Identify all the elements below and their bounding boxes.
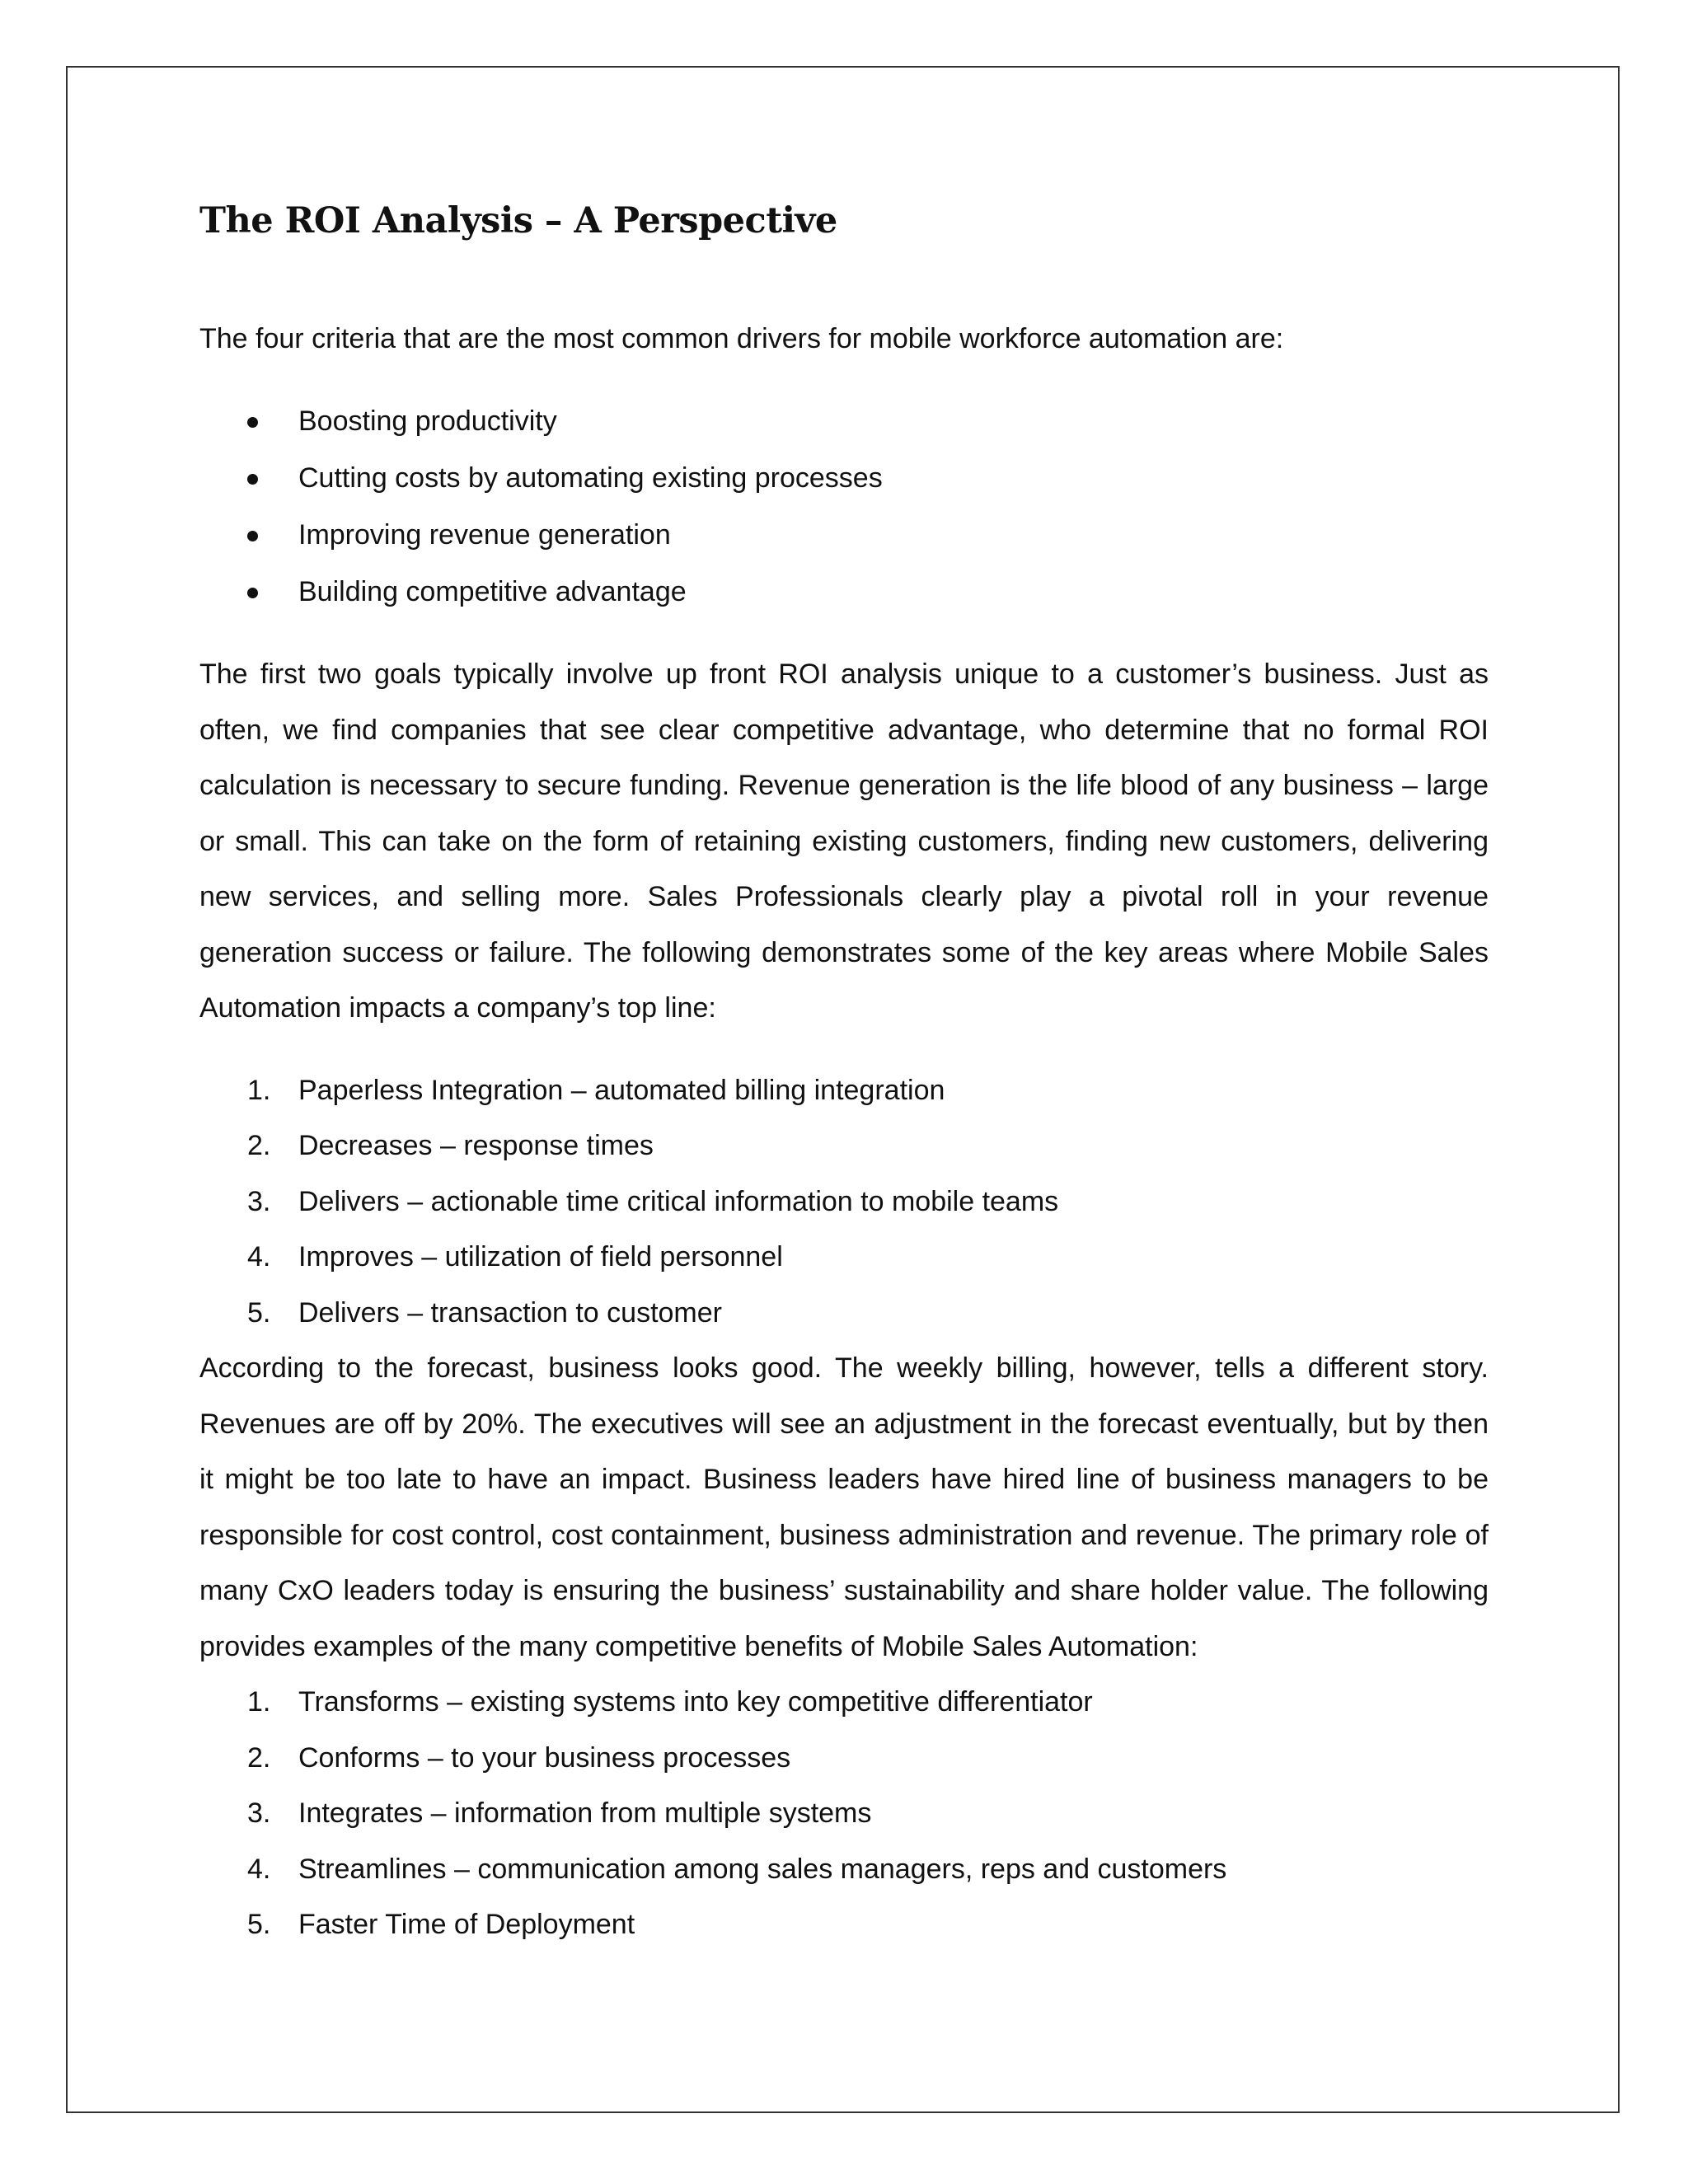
list-item — [199, 1786, 1489, 1842]
list-item-text: Improves – utilization of field personnel — [298, 1241, 783, 1272]
list-item — [199, 1842, 1489, 1898]
page-title: The ROI Analysis – A Perspective — [199, 200, 837, 241]
list-item-text: Decreases – response times — [298, 1130, 654, 1161]
bullet-icon — [247, 588, 258, 598]
list-item — [199, 1230, 1489, 1286]
bullet-icon — [247, 474, 258, 485]
list-number: 1. — [247, 1686, 271, 1718]
paragraph-revenue: The first two goals typically involve up front ROI analysis unique to a customer’s business. Just as often, we find companies that see clear competitive advantage, who determine that no formal ROI calculation is necessary to secure funding. Revenue generation is the life blood of any business – large or small. This can take on the form of retaining existing customers, finding new customers, delivering new services, and selling more. Sales Professionals clearly play a pivotal roll in your revenue generation success or failure. The following demonstrates some of the key areas where Mobile Sales Automation impacts a company’s top line: — [199, 658, 1489, 1024]
bullet-list — [199, 393, 1489, 621]
list-item-text: Integrates – information from multiple systems — [298, 1797, 872, 1829]
list-number: 5. — [247, 1909, 271, 1940]
bullet-icon — [247, 531, 258, 541]
document-body — [199, 194, 1489, 1953]
list-item-text: Paperless Integration – automated billing integration — [298, 1074, 945, 1106]
list-number: 4. — [247, 1853, 271, 1885]
list-item — [199, 564, 1489, 621]
list-item-text: Building competitive advantage — [298, 576, 687, 607]
list-item-text: Improving revenue generation — [298, 519, 671, 551]
list-item-text: Transforms – existing systems into key competitive differentiator — [298, 1686, 1093, 1718]
list-number: 5. — [247, 1296, 271, 1329]
list-number: 3. — [247, 1185, 271, 1217]
list-item — [199, 507, 1489, 564]
list-item — [199, 1897, 1489, 1953]
list-item — [199, 1675, 1489, 1731]
list-number: 1. — [247, 1074, 271, 1106]
list-number: 2. — [247, 1130, 271, 1161]
list-item — [199, 1118, 1489, 1174]
bullet-icon — [247, 417, 258, 428]
list-item-text: Delivers – actionable time critical information to mobile teams — [298, 1185, 1059, 1217]
list-item — [199, 1731, 1489, 1787]
list-item — [199, 450, 1489, 507]
list-item — [199, 393, 1489, 450]
list-item-text: Streamlines – communication among sales managers, reps and customers — [298, 1853, 1227, 1885]
paragraph-forecast: According to the forecast, business looks good. The weekly billing, however, tells a different story. Revenues are off by 20%. The executives will see an adjustment in the forecast eventually, but by then it might be too late to have an impact. Business leaders have hired line of business managers to be responsible for cost control, cost containment, business administration and revenue. The primary role of many CxO leaders today is ensuring the business’ sustainability and share holder value. The following provides examples of the many competitive benefits of Mobile Sales Automation: — [199, 1352, 1489, 1662]
intro-text: The four criteria that are the most common drivers for mobile workforce automation are: — [199, 323, 1284, 354]
list-item-text: Faster Time of Deployment — [298, 1909, 635, 1940]
list-item-text: Delivers – transaction to customer — [298, 1296, 722, 1329]
list-number: 3. — [247, 1797, 271, 1829]
numbered-list-topline — [199, 1063, 1489, 1342]
list-number: 4. — [247, 1241, 271, 1272]
list-item-text: Conforms – to your business processes — [298, 1741, 791, 1774]
list-item — [199, 1063, 1489, 1119]
list-item — [199, 1174, 1489, 1230]
list-item-text: Boosting productivity — [298, 405, 557, 437]
numbered-list-competitive — [199, 1675, 1489, 1953]
list-item-text: Cutting costs by automating existing processes — [298, 462, 883, 494]
list-number: 2. — [247, 1741, 271, 1774]
list-item — [199, 1286, 1489, 1342]
